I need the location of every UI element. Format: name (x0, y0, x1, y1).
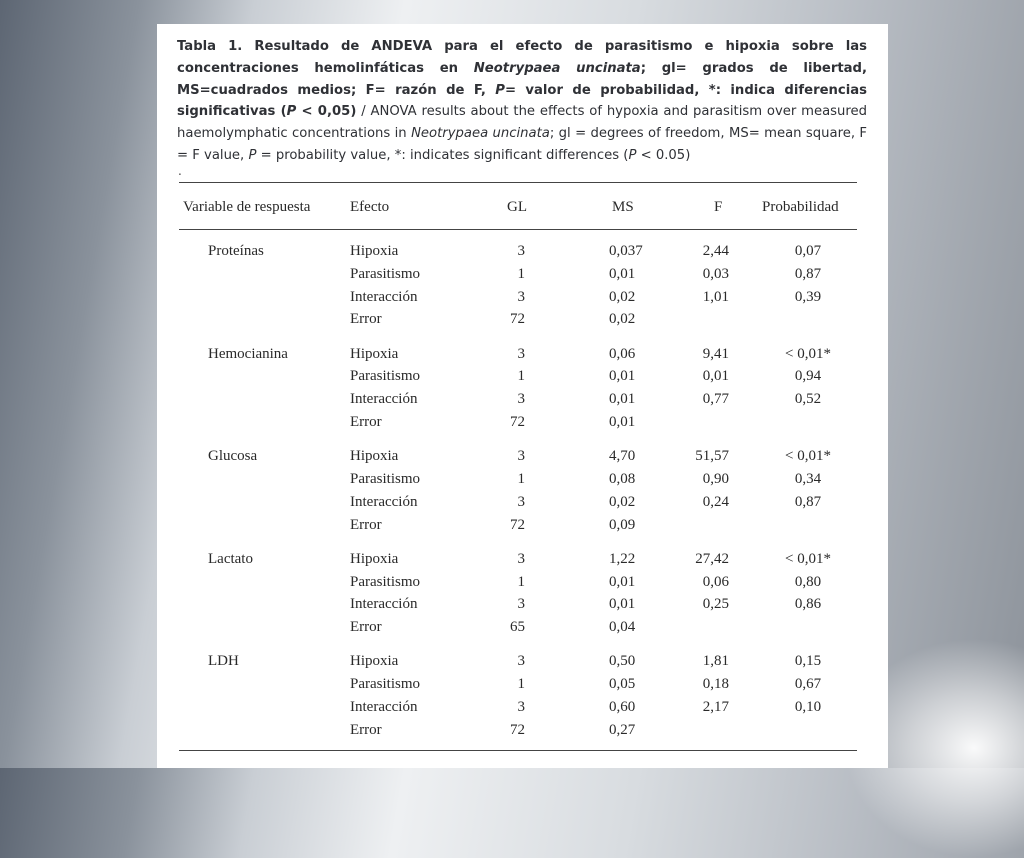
efecto-cell: Hipoxia (350, 243, 399, 259)
table-page (157, 24, 888, 768)
gl-cell: 65 (510, 619, 525, 636)
f-cell: 1,01 (702, 288, 729, 305)
bottom-rule (179, 750, 857, 751)
f-cell: 0,90 (702, 471, 729, 487)
probabilidad-cell: < 0,01* (785, 345, 831, 362)
header-rule (179, 229, 857, 230)
variable-label: Hemocianina (208, 345, 288, 362)
probabilidad-cell: 0,94 (794, 368, 822, 385)
efecto-cell: Interacción (350, 391, 418, 408)
ms-cell: 0,01 (609, 414, 636, 430)
gl-cell: 3 (517, 550, 525, 567)
caption-species-en: Neotrypaea uncinata (411, 126, 550, 142)
probabilidad-cell: < 0,01* (785, 448, 831, 465)
gl-cell: 3 (517, 653, 525, 670)
f-cell: 0,24 (702, 493, 729, 510)
efecto-cell: Parasitismo (350, 573, 420, 590)
ms-cell: 0,60 (609, 699, 636, 715)
table-caption (177, 36, 867, 167)
gl-cell: 3 (517, 596, 525, 613)
gl-cell: 3 (517, 699, 525, 715)
caption-en-text-4: < 0.05) (636, 147, 691, 163)
f-cell: 27,42 (695, 550, 729, 567)
efecto-cell: Error (350, 311, 382, 328)
ms-cell: 0,50 (609, 653, 636, 670)
gl-cell: 3 (517, 448, 525, 465)
caption-es-text-2: = valor de probabilidad, *: indica diferencias significativas ( (177, 82, 867, 120)
probabilidad-cell: < 0,01* (785, 550, 831, 567)
header-f: F (714, 199, 723, 215)
gl-cell: 1 (517, 573, 525, 590)
variable-label: Proteínas (208, 243, 264, 259)
variable-label: LDH (208, 653, 239, 670)
ms-cell: 0,09 (609, 516, 636, 533)
efecto-cell: Interacción (350, 596, 418, 613)
ms-cell: 0,02 (609, 493, 636, 510)
efecto-cell: Parasitismo (350, 265, 420, 282)
probabilidad-cell: 0,86 (794, 596, 822, 613)
ms-cell: 1,22 (609, 550, 636, 567)
caption-label: Tabla 1. (177, 39, 243, 54)
efecto-cell: Error (350, 721, 382, 738)
header-efecto: Efecto (350, 199, 390, 215)
efecto-cell: Hipoxia (350, 550, 399, 567)
caption-p-es-2: P (286, 104, 297, 120)
gl-cell: 3 (517, 493, 525, 510)
caption-p-en-2: P (628, 147, 637, 163)
f-cell: 2,44 (702, 243, 729, 259)
probabilidad-cell: 0,67 (794, 676, 822, 693)
gl-cell: 3 (517, 288, 525, 305)
probabilidad-cell: 0,15 (794, 653, 822, 670)
efecto-cell: Error (350, 516, 382, 533)
probabilidad-cell: 0,87 (794, 493, 822, 510)
f-cell: 0,01 (702, 368, 729, 385)
probabilidad-cell: 0,52 (794, 391, 822, 408)
efecto-cell: Error (350, 414, 382, 430)
f-cell: 51,57 (695, 448, 729, 465)
f-cell: 9,41 (702, 345, 729, 362)
efecto-cell: Parasitismo (350, 368, 420, 385)
efecto-cell: Interacción (350, 493, 418, 510)
variable-label: Glucosa (208, 448, 258, 465)
caption-es-title: Resultado de ANDEVA para el efecto de parasitismo e hipoxia sobre las concentraciones hemolinfáticas en (177, 39, 867, 76)
ms-cell: 0,04 (609, 619, 636, 636)
ms-cell: 0,08 (609, 471, 636, 487)
efecto-cell: Hipoxia (350, 345, 399, 362)
f-cell: 0,06 (702, 573, 729, 590)
ms-cell: 0,02 (609, 288, 636, 305)
f-cell: 1,81 (702, 653, 729, 670)
efecto-cell: Parasitismo (350, 471, 420, 487)
ms-cell: 0,06 (609, 345, 636, 362)
variable-label: Lactato (208, 550, 253, 567)
header-probabilidad: Probabilidad (762, 199, 839, 215)
gl-cell: 1 (517, 471, 525, 487)
caption-es-text-1: ; gl= grados de libertad, MS=cuadrados medios; F= razón de F, (177, 60, 867, 98)
gl-cell: 3 (517, 391, 525, 408)
header-variable: Variable de respuesta (183, 199, 311, 215)
stray-dot: . (178, 164, 182, 178)
probabilidad-cell: 0,07 (794, 243, 822, 259)
efecto-cell: Hipoxia (350, 653, 399, 670)
probabilidad-cell: 0,80 (794, 573, 822, 590)
ms-cell: 0,01 (609, 368, 636, 385)
efecto-cell: Parasitismo (350, 676, 420, 693)
gl-cell: 1 (517, 368, 525, 385)
gl-cell: 1 (517, 676, 525, 693)
efecto-cell: Hipoxia (350, 448, 399, 465)
header-ms: MS (612, 199, 634, 215)
ms-cell: 0,02 (609, 311, 636, 328)
caption-separator: / (356, 104, 371, 120)
f-cell: 0,18 (702, 676, 729, 693)
ms-cell: 0,27 (609, 721, 636, 738)
probabilidad-cell: 0,10 (794, 699, 822, 715)
ms-cell: 0,05 (609, 676, 636, 693)
f-cell: 0,03 (702, 265, 729, 282)
caption-en-text-1: ANOVA results about the effects of hypoxia and parasitism over measured haemolymphatic concentrations in (177, 104, 868, 142)
gl-cell: 72 (510, 414, 525, 430)
gl-cell: 72 (510, 516, 525, 533)
efecto-cell: Interacción (350, 288, 418, 305)
ms-cell: 0,01 (609, 596, 636, 613)
caption-en-text-3: = probability value, *: indicates significant differences ( (256, 147, 629, 163)
header-gl: GL (507, 199, 527, 215)
caption-p-en: P (248, 147, 257, 163)
gl-cell: 72 (510, 721, 525, 738)
f-cell: 0,77 (702, 391, 729, 408)
efecto-cell: Interacción (350, 699, 418, 715)
probabilidad-cell: 0,87 (794, 265, 822, 282)
probabilidad-cell: 0,39 (794, 288, 822, 305)
caption-p-es: P (495, 82, 505, 98)
f-cell: 2,17 (702, 699, 729, 715)
f-cell: 0,25 (702, 596, 729, 613)
ms-cell: 0,01 (609, 265, 636, 282)
gl-cell: 3 (517, 345, 525, 362)
ms-cell: 0,01 (609, 573, 636, 590)
gl-cell: 1 (517, 265, 525, 282)
gl-cell: 3 (517, 243, 525, 259)
caption-en-text-2: ; gl = degrees of freedom, MS= mean square, F = F value, (177, 126, 867, 163)
gl-cell: 72 (510, 311, 525, 328)
efecto-cell: Error (350, 619, 382, 636)
ms-cell: 0,01 (609, 391, 636, 408)
ms-cell: 0,037 (609, 243, 643, 259)
probabilidad-cell: 0,34 (794, 471, 822, 487)
top-rule (179, 182, 857, 183)
caption-species-es: Neotrypaea uncinata (473, 60, 641, 76)
caption-es-text-3: < 0,05) (296, 104, 357, 120)
ms-cell: 4,70 (609, 448, 636, 465)
